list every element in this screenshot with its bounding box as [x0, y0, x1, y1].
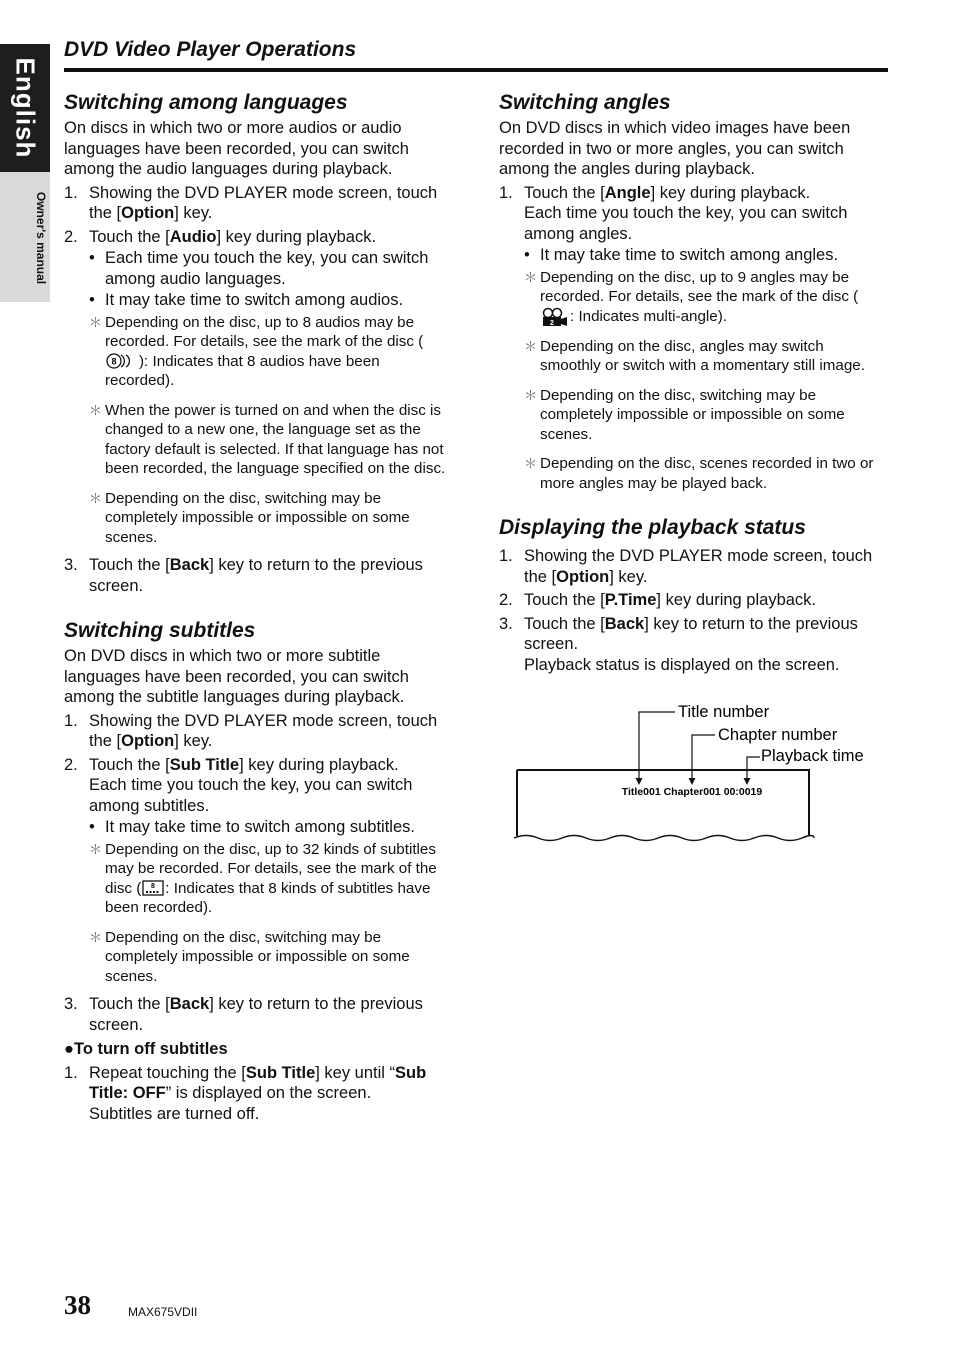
subtitles-note-1: ＊ Depending on the disc, up to 32 kinds of subtitles may be recorded. For details, see the mark of the disc ( 8 : Indicates that 8 kinds of subtitles have been recorded).: [89, 840, 437, 916]
languages-intro: On discs in which two or more audios or audio languages have been recorded, you can switch among the audio languages during playback.: [64, 119, 409, 178]
languages-bullet-1: • Each time you touch the key, you can switch among audio languages.: [89, 249, 429, 288]
languages-step-1: 1. Showing the DVD PLAYER mode screen, touch the [Option] key.: [64, 183, 438, 222]
angles-step-1: 1. Touch the [Angle] key during playback. Each time you touch the key, you can switch among angles.: [499, 183, 848, 243]
angles-note-1: ＊ Depending on the disc, up to 9 angles may be recorded. For details, see the mark of the disc ( 2 : Indicates multi-angle).: [524, 268, 859, 327]
languages-note-3: ＊ Depending on the disc, switching may be completely impossible or impossible on some scenes.: [89, 489, 410, 546]
section-title-status: Displaying the playback status: [499, 516, 806, 539]
svg-text:2: 2: [550, 319, 554, 327]
screen-cut-edge: [514, 836, 814, 841]
section-title-subtitles: Switching subtitles: [64, 619, 256, 642]
section-title-angles: Switching angles: [499, 91, 671, 114]
status-step-1: 1. Showing the DVD PLAYER mode screen, touch the [Option] key.: [499, 547, 873, 586]
header-rule: [64, 68, 888, 72]
angles-note-4: ＊ Depending on the disc, scenes recorded in two or more angles may be played back.: [524, 455, 874, 492]
angles-note-3: ＊ Depending on the disc, switching may be completely impossible or impossible on some scenes.: [524, 386, 845, 443]
left-column: [64, 88, 452, 1124]
label-chapter-number: Chapter number: [718, 726, 838, 744]
language-tab-label: English: [10, 57, 41, 159]
status-step-3: 3. Touch the [Back] key to return to the previous screen. Playback status is displayed on the screen.: [499, 614, 858, 674]
playback-status-diagram: [510, 700, 890, 850]
title-leader-line: [639, 712, 675, 782]
angles-bullet-1: • It may take time to switch among angles.: [524, 246, 839, 264]
label-playback-time: Playback time: [761, 747, 864, 765]
audio-disc-icon: [105, 353, 139, 369]
section-title-languages: Switching among languages: [64, 91, 348, 114]
turnoff-heading: ●To turn off subtitles: [64, 1040, 228, 1058]
time-arrow-icon: [744, 778, 751, 785]
languages-note-2: ＊ When the power is turned on and when the disc is changed to a new one, the language set as the factory default is selected. If that language has not been recorded, the language specified on the disc.: [89, 401, 446, 477]
page-title: DVD Video Player Operations: [64, 38, 357, 61]
right-column: [499, 88, 888, 675]
screen-frame: [517, 770, 809, 836]
bullet-dot-icon: ●: [64, 1040, 74, 1058]
chapter-arrow-icon: [689, 778, 696, 785]
subtitles-step-3: 3. Touch the [Back] key to return to the previous screen.: [64, 995, 423, 1034]
languages-bullet-2: • It may take time to switch among audios.: [89, 291, 404, 309]
model-number: MAX675VDII: [128, 1305, 198, 1319]
title-arrow-icon: [636, 778, 643, 785]
manual-tab-label: Owner's manual: [34, 191, 48, 285]
subtitle-disc-icon: [141, 879, 165, 897]
status-step-2: 2. Touch the [P.Time] key during playback.: [499, 591, 817, 609]
languages-step-2: 2. Touch the [Audio] key during playback.: [64, 227, 377, 246]
angles-note-2: ＊ Depending on the disc, angles may switch smoothly or switch with a momentary still image.: [524, 337, 865, 374]
languages-step-3: 3. Touch the [Back] key to return to the previous screen.: [64, 556, 423, 595]
multi-angle-icon: [540, 307, 570, 327]
subtitles-step-2: 2. Touch the [Sub Title] key during playback. Each time you touch the key, you can switch among subtitles.: [64, 755, 413, 815]
angles-intro: On DVD discs in which video images have been recorded in two or more angles, you can switch among the angles during playback.: [499, 119, 851, 178]
svg-text:8: 8: [151, 883, 156, 891]
svg-text:8: 8: [111, 356, 117, 367]
page-number: 38: [64, 1290, 91, 1320]
subtitles-note-2: ＊ Depending on the disc, switching may be completely impossible or impossible on some scenes.: [89, 928, 410, 985]
turnoff-step-1: 1. Repeat touching the [Sub Title] key until “Sub Title: OFF” is displayed on the screen. Subtitles are turned off.: [64, 1063, 427, 1123]
languages-note-1: ＊ Depending on the disc, up to 8 audios may be recorded. For details, see the mark of the disc ( 8 ): Indicates that 8 audios have been recorded).: [89, 313, 424, 389]
chapter-leader-line: [692, 735, 715, 782]
subtitles-step-1: 1. Showing the DVD PLAYER mode screen, touch the [Option] key.: [64, 711, 438, 750]
screen-status-text: Title001 Chapter001 00:0019: [621, 786, 763, 798]
subtitles-intro: On DVD discs in which two or more subtitle languages have been recorded, you can switch among the subtitle languages during playback.: [64, 647, 409, 706]
label-title-number: Title number: [678, 703, 770, 721]
subtitles-bullet-1: • It may take time to switch among subtitles.: [89, 818, 415, 836]
